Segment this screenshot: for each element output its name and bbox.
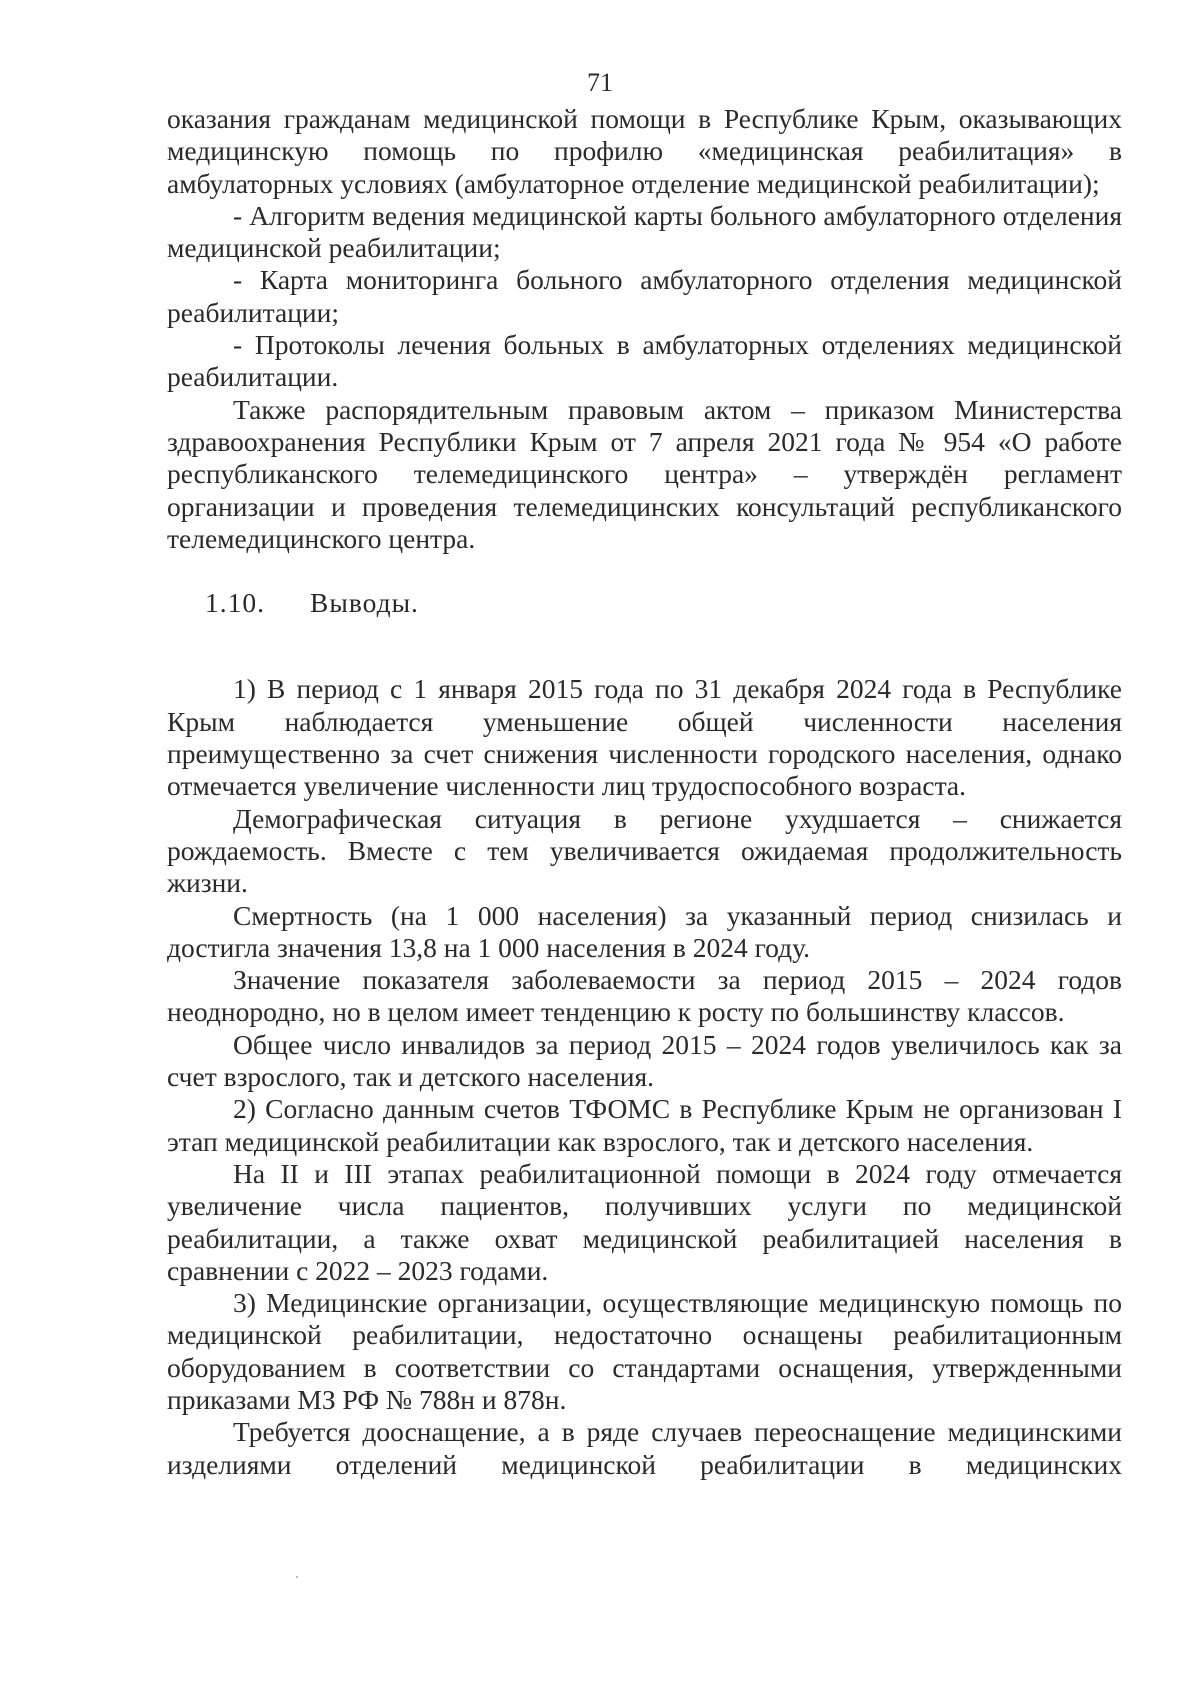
paragraph: Значение показателя заболеваемости за период 2015 – 2024 годов неоднородно, но в целом имеет тенденцию к росту по большинству классов.: [167, 964, 1122, 1028]
section-number: 1.10.: [205, 587, 265, 619]
paragraph: оказания гражданам медицинской помощи в Республике Крым, оказывающих медицинскую помощь по профилю «медицинская реабилитация» в амбулаторных условиях (амбулаторное отделение медицинской реабилитации);: [167, 103, 1122, 199]
scan-speck: [296, 1576, 298, 1578]
paragraph: 1) В период с 1 января 2015 года по 31 декабря 2024 года в Республике Крым наблюдается уменьшение общей численности населения преимущественно за счет снижения численности городского населения, однако отмечается увеличение численности лиц трудоспособного возраста.: [167, 673, 1122, 802]
page-number: 71: [587, 68, 613, 97]
paragraph: На II и III этапах реабилитационной помощи в 2024 году отмечается увеличение числа пациентов, получивших услуги по медицинской реабилитации, а также охват медицинской реабилитацией населения в сравнении с 2022 – 2023 годами.: [167, 1157, 1122, 1286]
list-item: - Протоколы лечения больных в амбулаторных отделениях медицинской реабилитации.: [167, 329, 1122, 393]
body-text: [167, 103, 1122, 1481]
paragraph: 2) Согласно данным счетов ТФОМС в Республике Крым не организован I этап медицинской реабилитации как взрослого, так и детского населения.: [167, 1093, 1122, 1157]
paragraph: Также распорядительным правовым актом – приказом Министерства здравоохранения Республики Крым от 7 апреля 2021 года № 954 «О работе республиканского телемедицинского центра» – утверждён регламент организации и проведения телемедицинских консультаций республиканского телемедицинского центра.: [167, 393, 1122, 554]
section-title: Выводы.: [310, 587, 419, 619]
section-heading: [167, 587, 1122, 619]
list-item: - Карта мониторинга больного амбулаторного отделения медицинской реабилитации;: [167, 264, 1122, 328]
paragraph: Смертность (на 1 000 населения) за указанный период снизилась и достигла значения 13,8 на 1 000 населения в 2024 году.: [167, 899, 1122, 963]
paragraph: Требуется дооснащение, а в ряде случаев переоснащение медицинскими изделиями отделений медицинской реабилитации в медицинских: [167, 1416, 1122, 1480]
list-item: - Алгоритм ведения медицинской карты больного амбулаторного отделения медицинской реабилитации;: [167, 199, 1122, 264]
paragraph: Демографическая ситуация в регионе ухудшается – снижается рождаемость. Вместе с тем увеличивается ожидаемая продолжительность жизни.: [167, 802, 1122, 899]
paragraph: 3) Медицинские организации, осуществляющие медицинскую помощь по медицинской реабилитации, недостаточно оснащены реабилитационным оборудованием в соответствии со стандартами оснащения, утвержденными приказами МЗ РФ № 788н и 878н.: [167, 1287, 1122, 1415]
paragraph: Общее число инвалидов за период 2015 – 2024 годов увеличилось как за счет взрослого, так и детского населения.: [167, 1028, 1122, 1093]
